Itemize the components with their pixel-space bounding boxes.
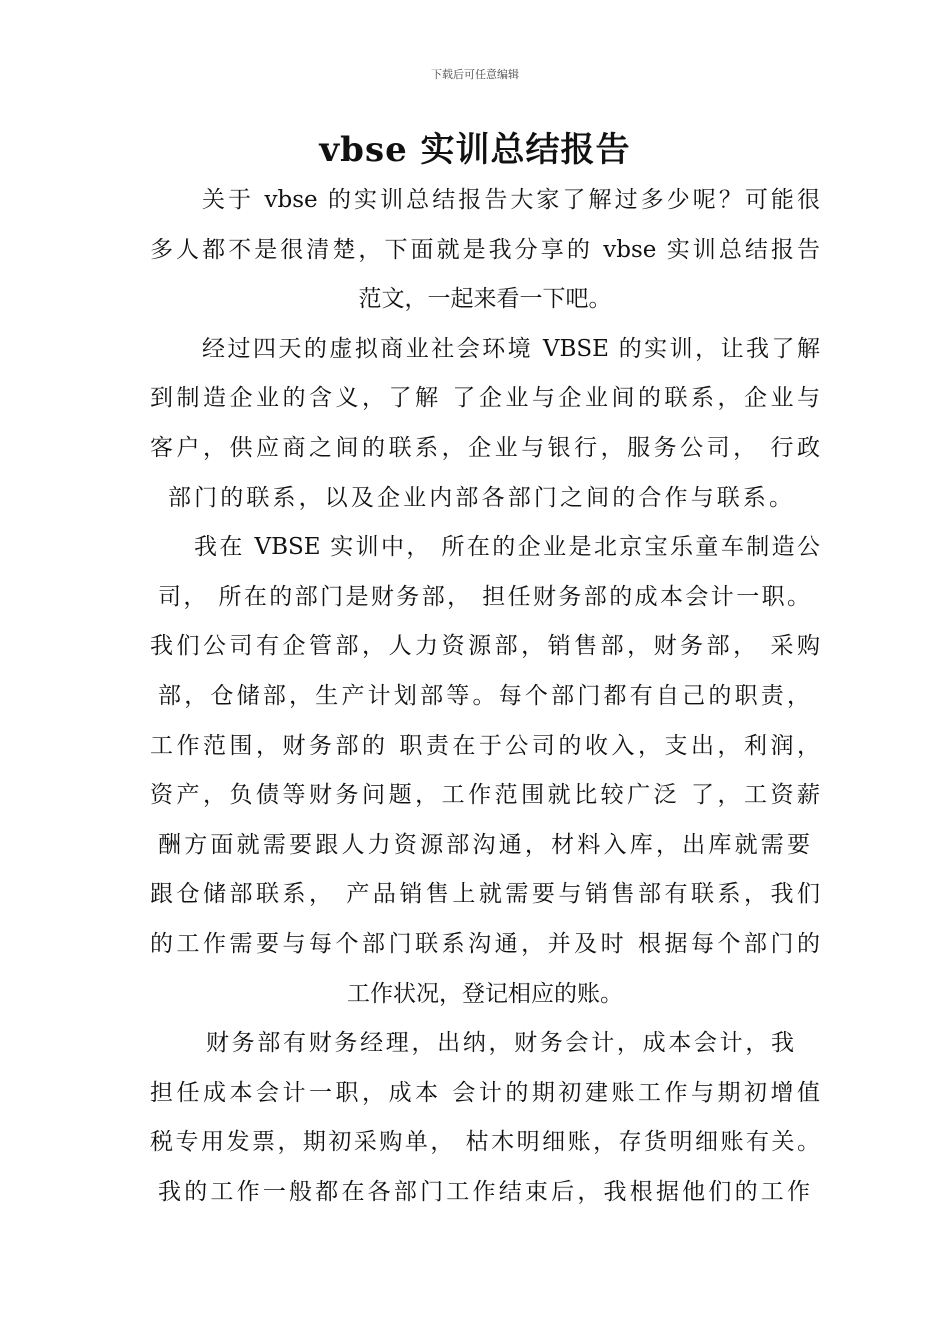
paragraph-line: 的工作需要与每个部门联系沟通，并及时 根据每个部门的 bbox=[150, 930, 820, 957]
paragraph-line: 司， 所在的部门是财务部， 担任财务部的成本会计一职。 bbox=[158, 583, 810, 610]
paragraph-line: 跟仓储部联系， 产品销售上就需要与销售部有联系，我们 bbox=[150, 881, 820, 908]
paragraph-line: 资产，负债等财务问题，工作范围就比较广泛 了，工资薪 bbox=[150, 782, 820, 809]
document-title: vbse 实训总结报告 bbox=[319, 130, 631, 170]
paragraph-line: 部门的联系，以及企业内部各部门之间的合作与联系。 bbox=[168, 484, 792, 511]
paragraph-line: 关于 vbse 的实训总结报告大家了解过多少呢？可能很 bbox=[202, 187, 820, 213]
paragraph-line: 工作范围，财务部的 职责在于公司的收入，支出，利润， bbox=[150, 732, 820, 759]
paragraph-line: 范文，一起来看一下吧。 bbox=[358, 286, 612, 313]
paragraph-line: 税专用发票，期初采购单， 枯木明细账，存货明细账有关。 bbox=[150, 1129, 820, 1156]
paragraph-line: 我们公司有企管部，人力资源部，销售部，财务部， 采购 bbox=[150, 633, 820, 660]
paragraph-line: 财务部有财务经理，出纳，财务会计，成本会计，我 bbox=[206, 1030, 794, 1057]
page-header: 下载后可任意编辑 bbox=[431, 68, 519, 81]
document-body bbox=[150, 178, 820, 1219]
paragraph-line: 客户，供应商之间的联系，企业与银行，服务公司， 行政 bbox=[150, 434, 820, 461]
paragraph-line: 经过四天的虚拟商业社会环境 VBSE 的实训，让我了解 bbox=[202, 335, 820, 362]
paragraph-line: 酬方面就需要跟人力资源部沟通，材料入库，出库就需要 bbox=[158, 831, 810, 858]
paragraph-line: 多人都不是很清楚，下面就是我分享的 vbse 实训总结报告 bbox=[150, 236, 820, 263]
paragraph-line: 我在 VBSE 实训中， 所在的企业是北京宝乐童车制造公 bbox=[194, 534, 820, 561]
paragraph-line: 到制造企业的含义，了解 了企业与企业间的联系，企业与 bbox=[150, 385, 820, 412]
paragraph-line: 担任成本会计一职，成本 会计的期初建账工作与期初增值 bbox=[150, 1079, 820, 1106]
paragraph-line: 我的工作一般都在各部门工作结束后，我根据他们的工作 bbox=[158, 1178, 810, 1205]
paragraph-line: 工作状况，登记相应的账。 bbox=[347, 980, 623, 1007]
paragraph-line: 部，仓储部，生产计划部等。每个部门都有自己的职责， bbox=[158, 682, 810, 709]
